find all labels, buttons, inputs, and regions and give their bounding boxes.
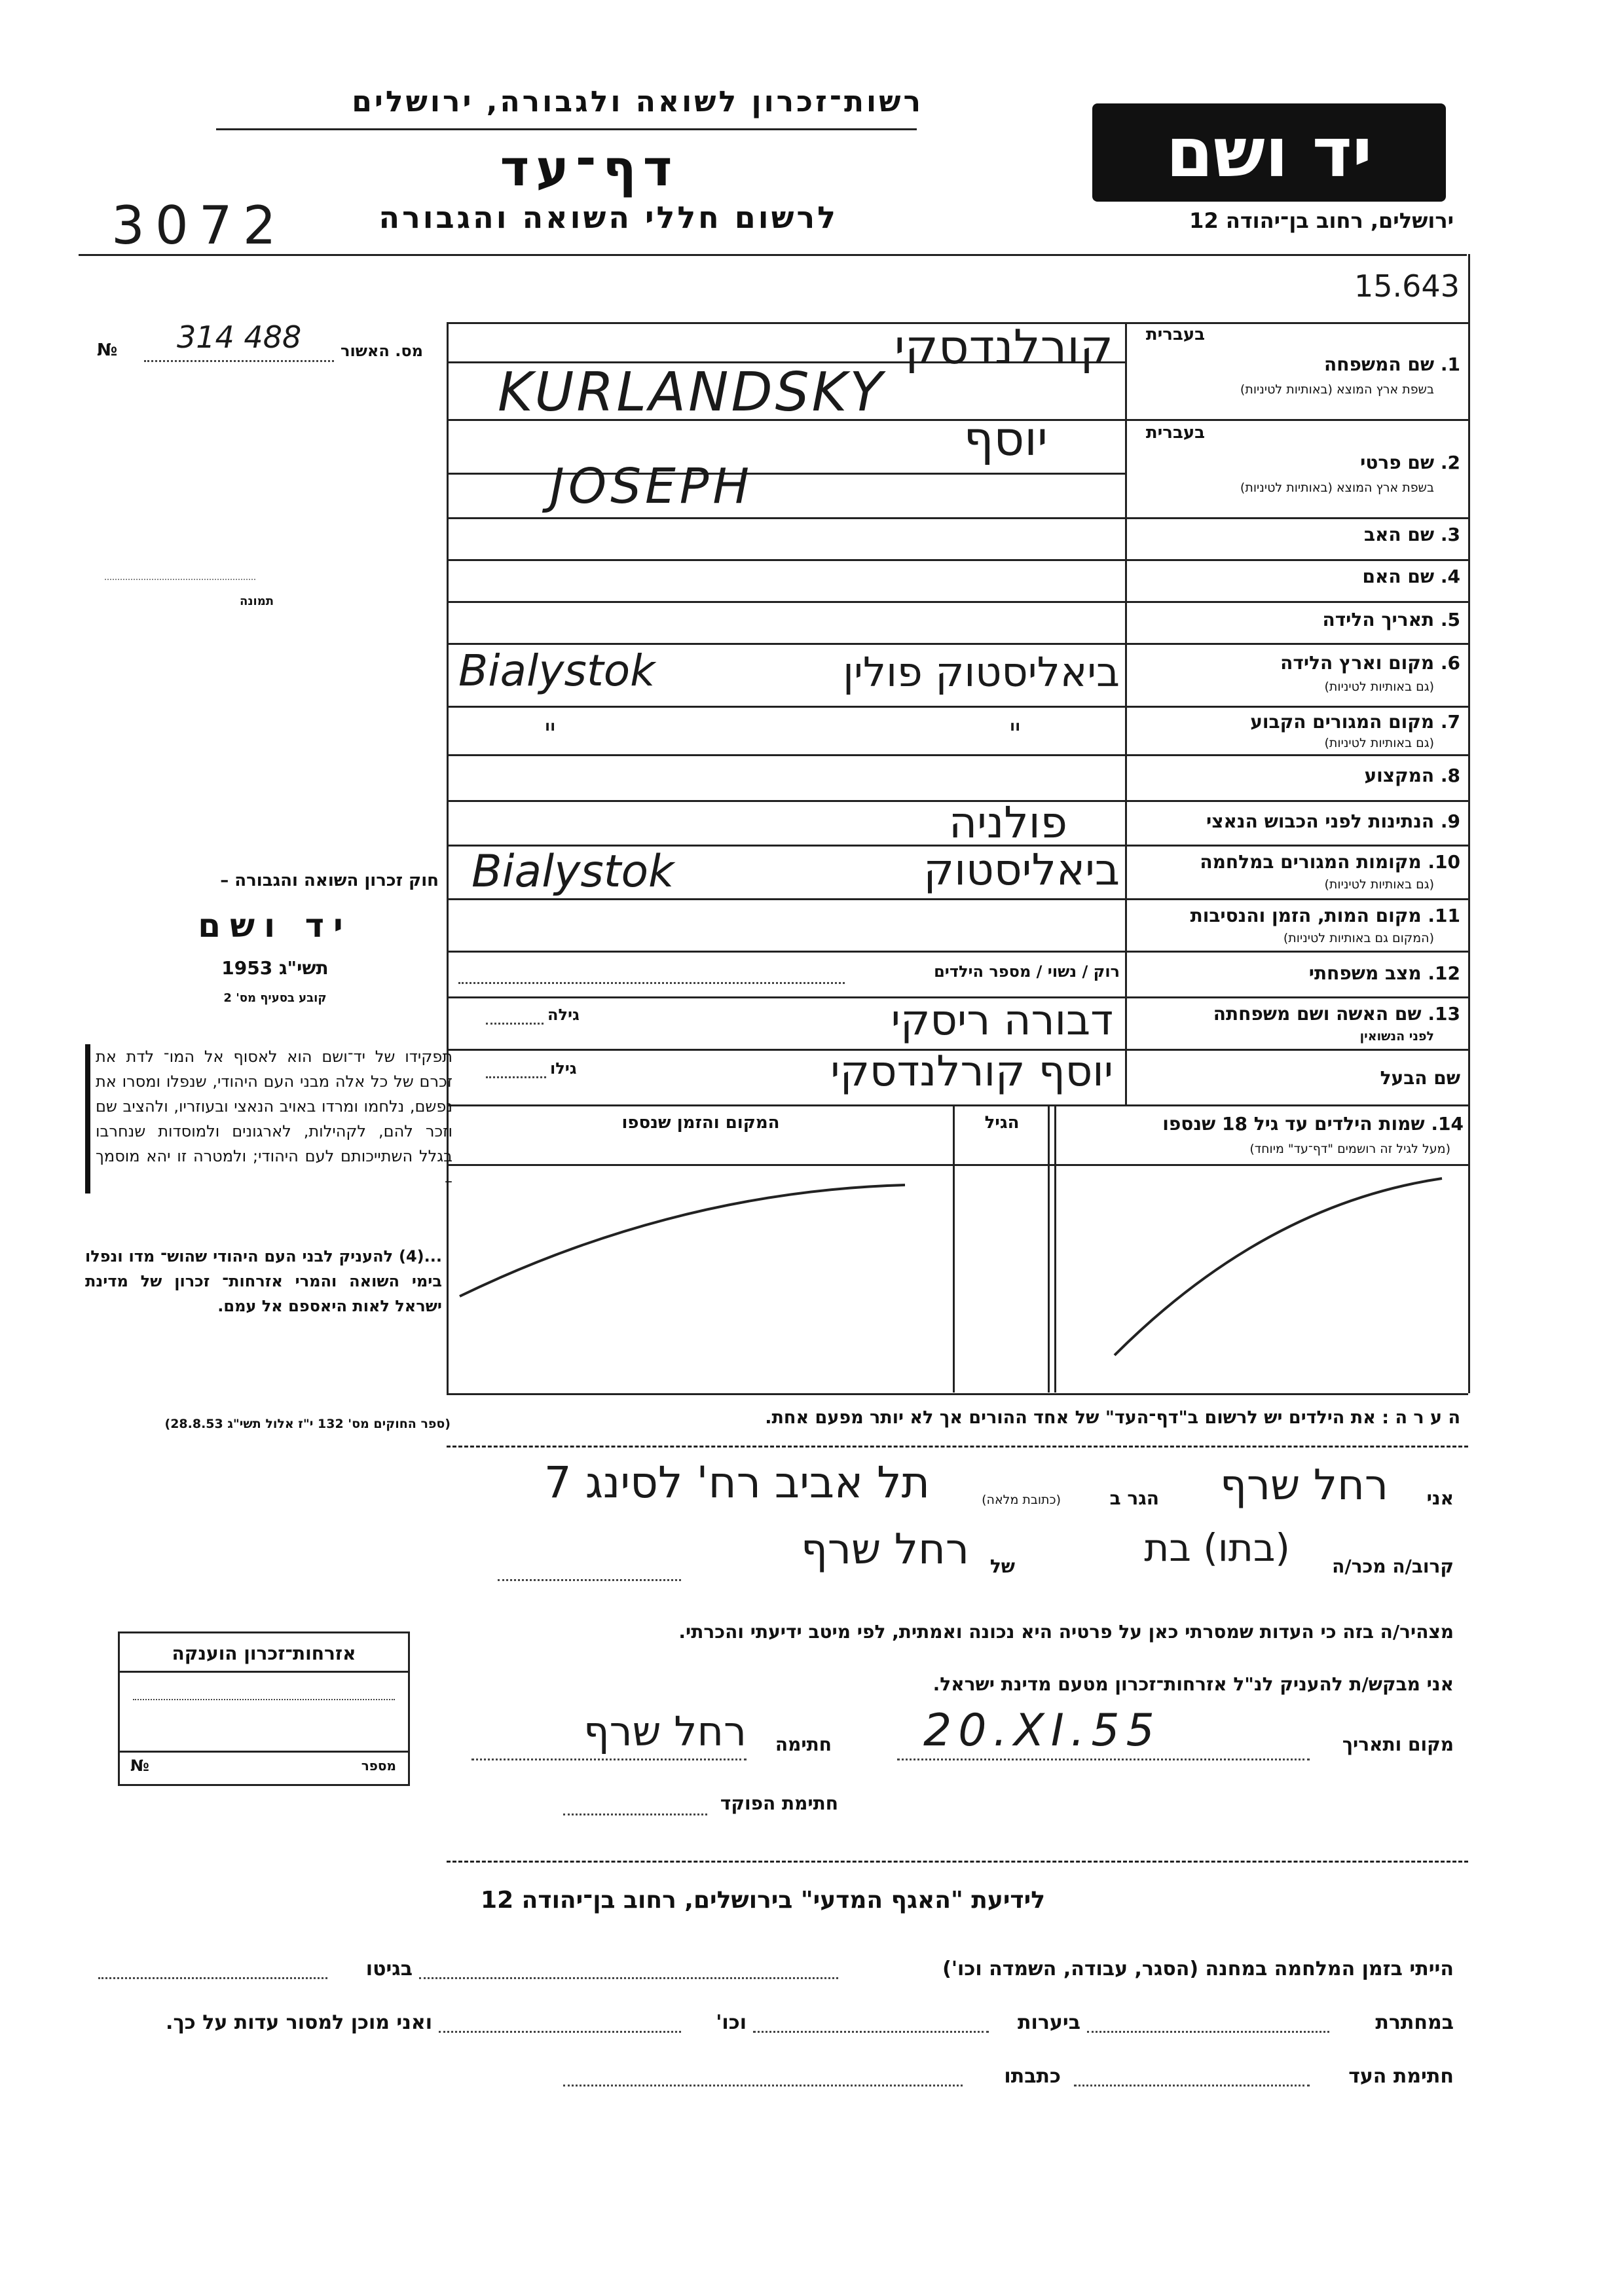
field8-label	[1133, 765, 1460, 786]
decl-name-value: רחל שרף	[1219, 1461, 1388, 1510]
field10-sub: (גם באותיות לטיניות)	[1324, 877, 1434, 892]
decl-ani: אני	[1426, 1487, 1454, 1509]
photo-label: תמונה	[240, 594, 274, 608]
husband-age-label: גילו	[550, 1059, 577, 1078]
law-text-2: ...(4) להעניק לבני העם היהודי שהוש־ מדו ונפלו בימי השואה והמרי אזרחות־ זכרון של מדינת ישראל לאות היאספם אל עמם.	[85, 1247, 442, 1315]
bottom-line2-dots-b	[753, 2031, 989, 2033]
bottom-line1b: בגיטו	[365, 1958, 413, 1980]
bottom-line1-dots-a	[419, 1977, 838, 1979]
field7-label	[1133, 711, 1460, 733]
decl-of-value: רחל שרף	[800, 1525, 969, 1574]
cancel-stroke-right	[1115, 1178, 1442, 1355]
children-table-bottom	[447, 1393, 1468, 1395]
row-sep	[447, 473, 1125, 475]
decl-of: של	[989, 1556, 1015, 1577]
field6-latin-value: Bialystok	[458, 646, 655, 696]
approval-number: 314 488	[177, 319, 302, 355]
decl-resides: הגר ב	[1109, 1487, 1159, 1509]
decl-signature: חתימה	[775, 1734, 832, 1755]
row-sep	[447, 898, 1468, 900]
top-divider	[79, 254, 1467, 256]
field5-num: 5.	[1440, 609, 1460, 630]
field11-text: מקום המות, הזמן והנסיבות	[1190, 905, 1422, 926]
decl-sign-dots	[471, 1758, 747, 1760]
field2-sub: בשפת ארץ המוצא (באותיות לטיניות)	[1240, 481, 1434, 495]
field4-text: שם האם	[1362, 566, 1435, 587]
address: ירושלים, רחוב בן־יהודה 12	[1189, 208, 1454, 233]
field12-options: רוק / נשוי / מספר הילדים	[934, 962, 1120, 981]
row-sep	[447, 706, 1468, 708]
citizenship-title: אזרחות־זכרון הוענקה	[120, 1643, 408, 1673]
citizenship-no-sign: №	[130, 1757, 149, 1775]
field13-text: שם האשה ושם משפחתה	[1213, 1003, 1422, 1025]
field13-num: 13.	[1428, 1003, 1460, 1025]
handwritten-corner-number: 15.643	[1354, 268, 1460, 304]
decl-official-dots	[563, 1813, 707, 1815]
field2-heb-tag: בעברית	[1145, 423, 1205, 443]
field13-age-dots	[486, 1023, 544, 1025]
cancel-stroke-left	[460, 1185, 905, 1296]
citizenship-line	[133, 1699, 395, 1700]
field9-label	[1133, 811, 1460, 832]
bottom-line2-dots-a	[1087, 2031, 1329, 2033]
decl-official: חתימת הפוקד	[720, 1793, 838, 1814]
field2-hebrew-value: יוסף	[963, 411, 1048, 466]
field2-text: שם פרטי	[1360, 452, 1435, 473]
field10-hebrew-value: ביאליסטוק	[923, 845, 1120, 895]
field7-ditto-2: "	[1008, 718, 1022, 751]
law-year-block	[111, 957, 439, 979]
law-title: חוק זכרון השואה והגבורה –	[220, 871, 439, 890]
field10-num: 10.	[1428, 851, 1460, 873]
law-year: 1953	[221, 957, 273, 979]
field1-hebrew-value: קורלנדסקי	[894, 319, 1113, 374]
field13-age-label: גילה	[547, 1006, 580, 1024]
decl-addr-value: תל אביב רח' לסינג 7	[544, 1457, 930, 1508]
field9-text: הנתינות לפני הכבוש הנאצי	[1206, 811, 1435, 832]
field1-heb-tag: בעברית	[1145, 325, 1205, 344]
bottom-line3b: כתבתו	[1004, 2065, 1061, 2088]
row-sep	[447, 517, 1468, 519]
field10-latin-value: Bialystok	[471, 846, 674, 898]
field5-text: תאריך הלידה	[1322, 609, 1435, 630]
row-sep	[447, 559, 1468, 561]
field6-num: 6.	[1440, 652, 1460, 674]
authority-underline	[216, 128, 917, 130]
field10-text: מקומות המגורים במלחמה	[1200, 851, 1422, 873]
field13-label	[1133, 1003, 1460, 1025]
row-sep	[447, 601, 1468, 603]
field6-hebrew-value: ביאליסטוק פולין	[843, 648, 1120, 696]
husband-label: שם הבעל	[1380, 1067, 1460, 1089]
field11-num: 11.	[1428, 905, 1460, 926]
bottom-line2d: ואני מוכן למסור עדות על כך.	[166, 2011, 432, 2034]
field6-label	[1133, 652, 1460, 674]
field10-label	[1133, 851, 1460, 873]
field3-num: 3.	[1440, 524, 1460, 545]
bottom-title: לידיעת "האגף המדעי" בירושלים, רחוב בן־יהודה 12	[481, 1887, 1045, 1914]
citizenship-number-label: מספר	[361, 1758, 396, 1774]
field6-text: מקום וארץ הלידה	[1280, 652, 1435, 674]
field9-num: 9.	[1440, 811, 1460, 832]
approval-dots	[144, 360, 334, 362]
decl-addr-note: (כתובת מלאה)	[982, 1493, 1061, 1507]
law-name: יד ושם	[198, 907, 352, 945]
field12-text: מצב משפחתי	[1308, 962, 1422, 984]
approval-label: מס. האשור	[341, 342, 423, 360]
field14-text: שמות הילדים עד גיל 18 שנספו	[1162, 1113, 1425, 1135]
bottom-divider	[447, 1861, 1468, 1863]
field14-sub: (מעל לגיל זה רושמים "דף־עד" מיוחד)	[1249, 1142, 1450, 1156]
children-place-header: המקום והזמן שנספו	[621, 1113, 780, 1133]
field13-hebrew-value: דבורה ריסקי	[891, 996, 1113, 1045]
form-subtitle: לרשום חללי השואה והגבורה	[378, 200, 838, 235]
field7-text: מקום המגורים הקבוע	[1250, 711, 1435, 733]
bottom-line2c: וכו'	[716, 2011, 747, 2034]
law-text-1: תפקידו של יד־ושם הוא לאסוף אל המו־ לדת את זכרם של כל אלה מבני העם היהודי, שנפלו ומסרו את נפשם, נלחמו ומרדו באויב הנאצי ובעוזריו, ולהציב שם וזכר להם, לקהילות, לארגונים ולמוסדות שנחרבו בגלל השתייכותם לעם היהודי; ולמטרה זו יהא מוסמך –	[85, 1044, 452, 1194]
field1-sub: בשפת ארץ המוצא (באותיות לטיניות)	[1240, 382, 1434, 397]
form-right-border	[1468, 254, 1470, 1393]
field3-label	[1133, 524, 1460, 545]
children-age-header: הגיל	[984, 1113, 1020, 1133]
field5-label	[1133, 609, 1460, 630]
decl-date-dots	[897, 1758, 1310, 1760]
husband-age-dots	[486, 1076, 546, 1078]
field2-label	[1179, 452, 1460, 473]
field1-num: 1.	[1440, 354, 1460, 375]
husband-hebrew-value: יוסף קורלנדסקי	[830, 1048, 1113, 1096]
decl-request: אני מבקש/ת להעניק לנ"ל אזרחות־זכרון מטעם מדינת ישראל.	[932, 1673, 1454, 1695]
children-table-top	[447, 1104, 1468, 1106]
field2-latin-value: JOSEPH	[550, 458, 754, 515]
bottom-line1a: הייתי בזמן המלחמה במחנה (הסגר, עבודה, השמדה וכו')	[942, 1958, 1454, 1980]
photo-smudge	[105, 579, 255, 587]
row-sep	[447, 754, 1468, 756]
note-text: ה ע ר ה : את הילדים יש לרשום ב"דף־העד" של אחד ההורים אך לא יותר מפעם אחת.	[765, 1408, 1460, 1428]
decl-rel-value: (בתו) בת	[1144, 1525, 1290, 1570]
field3-text: שם האב	[1363, 524, 1435, 545]
label-column-border	[1125, 322, 1127, 1104]
field1-text: שם המשפחה	[1324, 354, 1435, 375]
field12-num: 12.	[1428, 962, 1460, 984]
form-title: דף־עד	[500, 139, 679, 197]
field2-num: 2.	[1440, 452, 1460, 473]
yad-vashem-logo: יד ושם	[1092, 103, 1446, 202]
bottom-line2b: ביערות	[1018, 2011, 1080, 2034]
field1-label	[1179, 354, 1460, 375]
bottom-line1-dots-b	[98, 1977, 327, 1979]
field4-label	[1133, 566, 1460, 587]
handwritten-number: 3072	[111, 195, 287, 256]
bottom-line3a: חתימת העד	[1348, 2065, 1454, 2088]
approval-no-sign: №	[97, 340, 118, 360]
field7-num: 7.	[1440, 711, 1460, 733]
bottom-line3-dots-b	[563, 2085, 963, 2086]
law-year-hebrew: תשי"ג	[278, 957, 329, 979]
field12-dots	[458, 982, 845, 984]
field14-label	[1058, 1113, 1464, 1135]
row-sep	[447, 643, 1468, 645]
bottom-line2a: במחתרת	[1375, 2011, 1454, 2034]
decl-signature-value: רחל שרף	[583, 1707, 747, 1755]
citizenship-box	[118, 1631, 410, 1786]
decl-place-date: מקום ותאריך	[1342, 1734, 1454, 1755]
field1-latin-value: KURLANDSKY	[498, 361, 885, 424]
field6-sub: (גם באותיות לטיניות)	[1324, 680, 1434, 694]
bottom-line2-dots-c	[439, 2031, 681, 2033]
note-underline	[447, 1446, 1468, 1448]
field7-ditto-1: "	[544, 718, 557, 751]
law-section: קובע בסעיף מס' 2	[223, 991, 327, 1005]
citizenship-number-row	[120, 1751, 408, 1784]
field13-sub: לפני הנשואין	[1359, 1029, 1434, 1044]
decl-date-value: 20.XI.55	[923, 1705, 1161, 1757]
law-source: (ספר החוקים מס' 132 י"ז אלול תשי"ג 28.8.53)	[164, 1417, 451, 1431]
decl-statement: מצהיר/ה בזה כי העדות שמסרתי כאן על פרטיה היא נכונה ואמתית, לפי מיטב ידיעתי והכרתי.	[678, 1621, 1454, 1643]
field14-num: 14.	[1431, 1113, 1464, 1135]
field7-sub: (גם באותיות לטיניות)	[1324, 736, 1434, 750]
children-cancel-strokes	[447, 1165, 1468, 1393]
field12-label	[1133, 962, 1460, 984]
authority-title: רשות־זכרון לשואה ולגבורה, ירושלים	[352, 85, 923, 118]
field8-num: 8.	[1440, 765, 1460, 786]
field11-sub: (המקום גם באותיות לטיניות)	[1283, 931, 1434, 945]
field4-num: 4.	[1440, 566, 1460, 587]
field9-hebrew-value: פולניה	[948, 797, 1067, 848]
field8-text: המקצוע	[1364, 765, 1435, 786]
decl-relative: קרוב/ה מכר/ה	[1332, 1556, 1454, 1577]
bottom-line3-dots-a	[1074, 2085, 1310, 2086]
row-sep	[447, 951, 1468, 953]
decl-of-dots	[498, 1579, 681, 1581]
field11-label	[1133, 905, 1460, 926]
